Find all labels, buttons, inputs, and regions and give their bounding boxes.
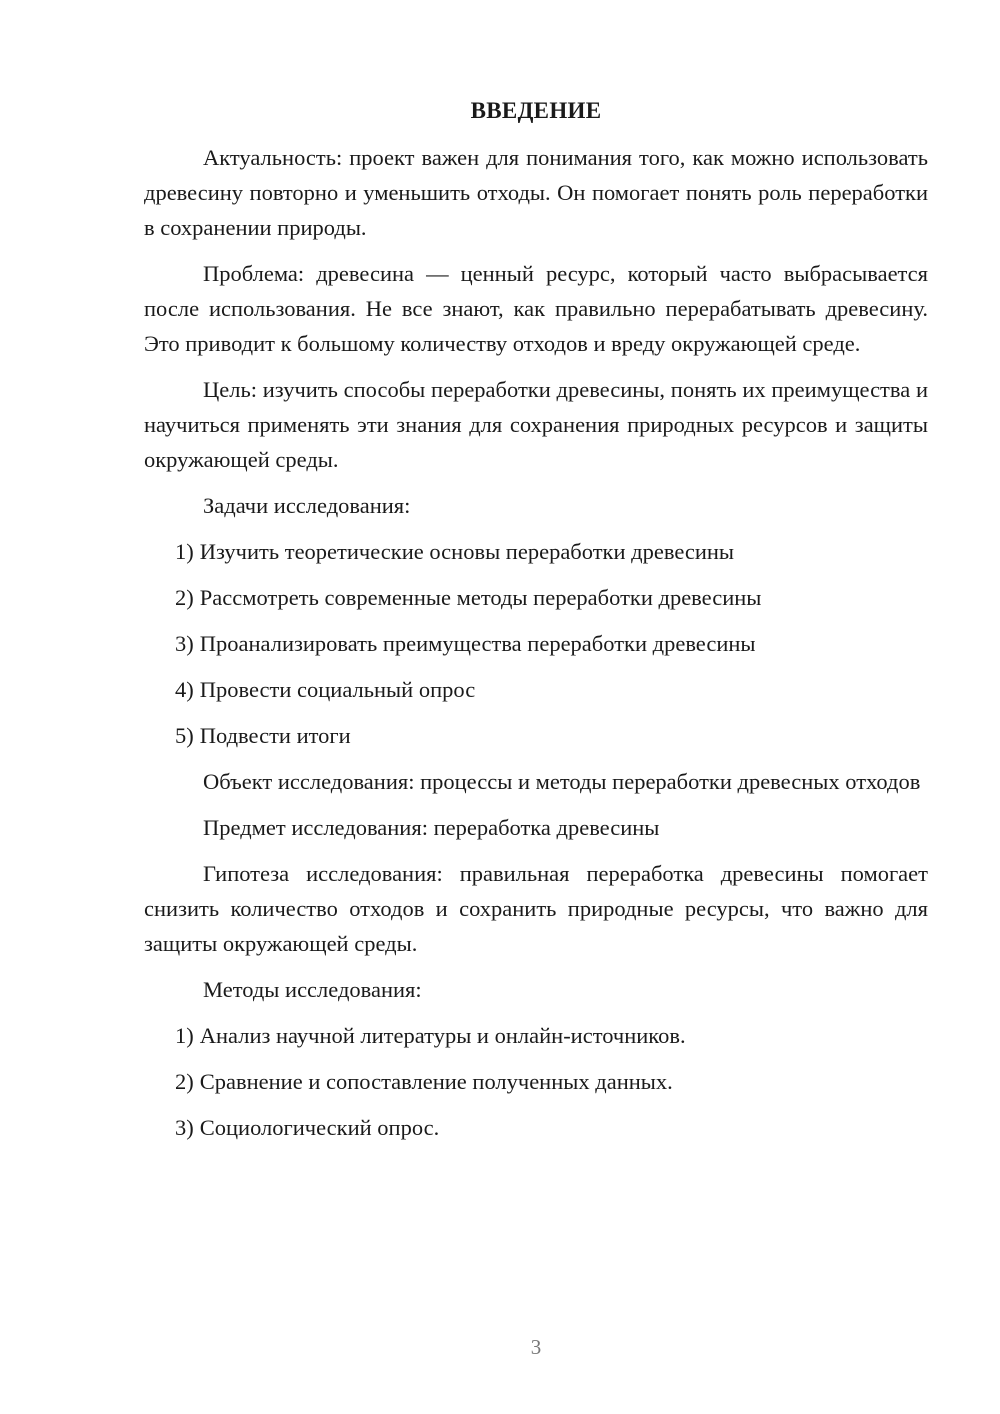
list-item-number: 2) <box>175 585 194 610</box>
goal-paragraph: Цель: изучить способы переработки древесины, понять их преимущества и научиться применять эти знания для сохранения природных ресурсов и защиты окружающей среды. <box>144 377 928 472</box>
list-item-text: Анализ научной литературы и онлайн-источников. <box>199 1023 686 1048</box>
list-item <box>144 1064 928 1099</box>
list-item-number: 1) <box>175 1023 194 1048</box>
list-item <box>144 718 928 753</box>
methods-heading: Методы исследования: <box>203 977 422 1002</box>
list-item <box>144 626 928 661</box>
methods-list <box>144 1018 928 1145</box>
object-paragraph: Объект исследования: процессы и методы переработки древесных отходов <box>203 769 921 794</box>
list-item <box>144 580 928 615</box>
list-item-text: Подвести итоги <box>199 723 351 748</box>
tasks-list <box>144 534 928 753</box>
list-item-text: Изучить теоретические основы переработки древесины <box>199 539 735 564</box>
page-number: 3 <box>530 1335 542 1359</box>
problem-paragraph: Проблема: древесина — ценный ресурс, который часто выбрасывается после использования. Не все знают, как правильно перерабатывать древесину. Это приводит к большому количеству отходов и вреду окружающей среде. <box>144 261 928 356</box>
list-item <box>144 534 928 569</box>
relevance-paragraph: Актуальность: проект важен для понимания того, как можно использовать древесину повторно и уменьшить отходы. Он помогает понять роль переработки в сохранении природы. <box>144 145 928 240</box>
list-item-text: Рассмотреть современные методы переработки древесины <box>199 585 762 610</box>
page-body <box>144 140 928 1156</box>
list-item <box>144 672 928 707</box>
tasks-heading: Задачи исследования: <box>203 493 411 518</box>
list-item-number: 3) <box>175 631 194 656</box>
list-item-text: Сравнение и сопоставление полученных данных. <box>199 1069 673 1094</box>
list-item-number: 1) <box>175 539 194 564</box>
subject-paragraph: Предмет исследования: переработка древесины <box>203 815 660 840</box>
section-title: ВВЕДЕНИЕ <box>470 98 602 123</box>
list-item-number: 2) <box>175 1069 194 1094</box>
list-item <box>144 1018 928 1053</box>
list-item-number: 3) <box>175 1115 194 1140</box>
hypothesis-paragraph: Гипотеза исследования: правильная переработка древесины помогает снизить количество отходов и сохранить природные ресурсы, что важно для защиты окружающей среды. <box>144 861 928 956</box>
list-item-text: Социологический опрос. <box>199 1115 440 1140</box>
list-item-text: Провести социальный опрос <box>199 677 476 702</box>
list-item-number: 4) <box>175 677 194 702</box>
list-item <box>144 1110 928 1145</box>
list-item-number: 5) <box>175 723 194 748</box>
list-item-text: Проанализировать преимущества переработки древесины <box>199 631 756 656</box>
